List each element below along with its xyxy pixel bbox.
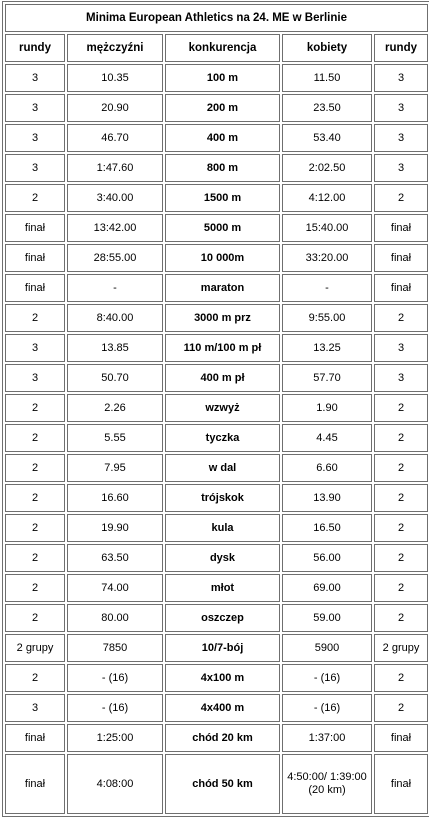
men-cell: -: [67, 274, 163, 302]
table-row: [5, 274, 428, 302]
men-cell: 8:40.00: [67, 304, 163, 332]
table-row: [5, 454, 428, 482]
table-row: [5, 154, 428, 182]
rounds-men-cell: 2: [5, 544, 65, 572]
rounds-men-cell: 2: [5, 514, 65, 542]
women-cell: 1.90: [282, 394, 372, 422]
table-row: [5, 724, 428, 752]
event-cell: 4x100 m: [165, 664, 280, 692]
men-cell: 10.35: [67, 64, 163, 92]
men-cell: 19.90: [67, 514, 163, 542]
table-row: [5, 514, 428, 542]
rounds-men-cell: finał: [5, 214, 65, 242]
rounds-women-cell: 3: [374, 364, 428, 392]
men-cell: 1:25:00: [67, 724, 163, 752]
rounds-women-cell: finał: [374, 274, 428, 302]
men-cell: 4:08:00: [67, 754, 163, 814]
men-cell: 74.00: [67, 574, 163, 602]
event-cell: 200 m: [165, 94, 280, 122]
women-cell: 15:40.00: [282, 214, 372, 242]
women-cell: 5900: [282, 634, 372, 662]
rounds-men-cell: 2: [5, 574, 65, 602]
event-cell: 4x400 m: [165, 694, 280, 722]
women-cell: - (16): [282, 694, 372, 722]
men-cell: 5.55: [67, 424, 163, 452]
rounds-women-cell: 2: [374, 574, 428, 602]
event-cell: maraton: [165, 274, 280, 302]
rounds-men-cell: 2: [5, 484, 65, 512]
event-cell: 400 m: [165, 124, 280, 152]
women-cell: 1:37:00: [282, 724, 372, 752]
rounds-women-cell: 2: [374, 514, 428, 542]
women-cell: 33:20.00: [282, 244, 372, 272]
rounds-men-cell: 3: [5, 94, 65, 122]
rounds-women-cell: 2: [374, 184, 428, 212]
rounds-men-cell: finał: [5, 274, 65, 302]
men-cell: 7.95: [67, 454, 163, 482]
rounds-women-cell: 2: [374, 394, 428, 422]
women-cell: 16.50: [282, 514, 372, 542]
rounds-men-cell: 2: [5, 424, 65, 452]
event-cell: kula: [165, 514, 280, 542]
rounds-men-cell: 3: [5, 154, 65, 182]
rounds-men-cell: 3: [5, 124, 65, 152]
rounds-men-cell: 2: [5, 664, 65, 692]
rounds-women-cell: finał: [374, 724, 428, 752]
table-row: [5, 664, 428, 692]
rounds-men-cell: 2: [5, 394, 65, 422]
rounds-women-cell: 2: [374, 454, 428, 482]
women-cell: 2:02.50: [282, 154, 372, 182]
table-row: [5, 244, 428, 272]
header-rounds-women: rundy: [374, 34, 428, 62]
event-cell: 400 m pł: [165, 364, 280, 392]
header-men: mężczyźni: [67, 34, 163, 62]
table-row: [5, 304, 428, 332]
men-cell: 1:47.60: [67, 154, 163, 182]
women-cell: 4:12.00: [282, 184, 372, 212]
table-row: [5, 334, 428, 362]
rounds-men-cell: 3: [5, 694, 65, 722]
rounds-women-cell: 3: [374, 64, 428, 92]
rounds-women-cell: 2: [374, 304, 428, 332]
women-cell: 11.50: [282, 64, 372, 92]
rounds-women-cell: 3: [374, 124, 428, 152]
women-cell: 4:50:00/ 1:39:00 (20 km): [282, 754, 372, 814]
event-cell: 5000 m: [165, 214, 280, 242]
event-cell: 10/7-bój: [165, 634, 280, 662]
table-row: [5, 394, 428, 422]
women-cell: 6.60: [282, 454, 372, 482]
men-cell: 28:55.00: [67, 244, 163, 272]
event-cell: 100 m: [165, 64, 280, 92]
event-cell: 1500 m: [165, 184, 280, 212]
women-cell: 23.50: [282, 94, 372, 122]
rounds-women-cell: 2: [374, 604, 428, 632]
men-cell: 80.00: [67, 604, 163, 632]
table-row: [5, 364, 428, 392]
women-cell: 13.90: [282, 484, 372, 512]
men-cell: 20.90: [67, 94, 163, 122]
women-cell: -: [282, 274, 372, 302]
rounds-men-cell: 3: [5, 364, 65, 392]
event-cell: 10 000m: [165, 244, 280, 272]
women-cell: 57.70: [282, 364, 372, 392]
table-row: [5, 424, 428, 452]
event-cell: dysk: [165, 544, 280, 572]
men-cell: 46.70: [67, 124, 163, 152]
event-cell: 3000 m prz: [165, 304, 280, 332]
rounds-men-cell: 2 grupy: [5, 634, 65, 662]
men-cell: - (16): [67, 664, 163, 692]
table-row: [5, 634, 428, 662]
table-row: [5, 574, 428, 602]
minima-table: [2, 1, 429, 817]
header-row: [5, 34, 428, 62]
men-cell: 16.60: [67, 484, 163, 512]
event-cell: 800 m: [165, 154, 280, 182]
table-row: [5, 94, 428, 122]
women-cell: 69.00: [282, 574, 372, 602]
women-cell: - (16): [282, 664, 372, 692]
men-cell: 63.50: [67, 544, 163, 572]
rounds-women-cell: 2: [374, 664, 428, 692]
table-title: Minima European Athletics na 24. ME w Berlinie: [5, 4, 428, 32]
rounds-women-cell: 2 grupy: [374, 634, 428, 662]
rounds-women-cell: 2: [374, 424, 428, 452]
event-cell: chód 20 km: [165, 724, 280, 752]
men-cell: 7850: [67, 634, 163, 662]
women-cell: 4.45: [282, 424, 372, 452]
rounds-women-cell: finał: [374, 214, 428, 242]
event-cell: w dal: [165, 454, 280, 482]
rounds-women-cell: 3: [374, 334, 428, 362]
rounds-women-cell: 3: [374, 154, 428, 182]
rounds-women-cell: finał: [374, 244, 428, 272]
header-women: kobiety: [282, 34, 372, 62]
women-cell: 53.40: [282, 124, 372, 152]
table-body: [5, 64, 428, 814]
table-row: [5, 124, 428, 152]
title-row: [5, 4, 428, 32]
men-cell: 3:40.00: [67, 184, 163, 212]
table-row: [5, 604, 428, 632]
rounds-men-cell: 3: [5, 334, 65, 362]
rounds-men-cell: finał: [5, 754, 65, 814]
rounds-women-cell: 2: [374, 544, 428, 572]
table-row: [5, 544, 428, 572]
table-row: [5, 694, 428, 722]
table-row: [5, 484, 428, 512]
rounds-men-cell: finał: [5, 724, 65, 752]
rounds-women-cell: 2: [374, 694, 428, 722]
rounds-women-cell: 2: [374, 484, 428, 512]
rounds-men-cell: finał: [5, 244, 65, 272]
men-cell: 13.85: [67, 334, 163, 362]
table-row: [5, 64, 428, 92]
men-cell: 13:42.00: [67, 214, 163, 242]
women-cell: 9:55.00: [282, 304, 372, 332]
event-cell: tyczka: [165, 424, 280, 452]
table-row: [5, 184, 428, 212]
rounds-women-cell: finał: [374, 754, 428, 814]
event-cell: 110 m/100 m pł: [165, 334, 280, 362]
header-event: konkurencja: [165, 34, 280, 62]
table-row: [5, 754, 428, 814]
women-cell: 56.00: [282, 544, 372, 572]
event-cell: chód 50 km: [165, 754, 280, 814]
header-rounds-men: rundy: [5, 34, 65, 62]
men-cell: - (16): [67, 694, 163, 722]
rounds-men-cell: 2: [5, 304, 65, 332]
women-cell: 59.00: [282, 604, 372, 632]
event-cell: oszczep: [165, 604, 280, 632]
women-cell: 13.25: [282, 334, 372, 362]
rounds-men-cell: 3: [5, 64, 65, 92]
event-cell: trójskok: [165, 484, 280, 512]
rounds-men-cell: 2: [5, 604, 65, 632]
men-cell: 50.70: [67, 364, 163, 392]
table-row: [5, 214, 428, 242]
rounds-men-cell: 2: [5, 184, 65, 212]
men-cell: 2.26: [67, 394, 163, 422]
rounds-women-cell: 3: [374, 94, 428, 122]
event-cell: wzwyż: [165, 394, 280, 422]
rounds-men-cell: 2: [5, 454, 65, 482]
event-cell: młot: [165, 574, 280, 602]
